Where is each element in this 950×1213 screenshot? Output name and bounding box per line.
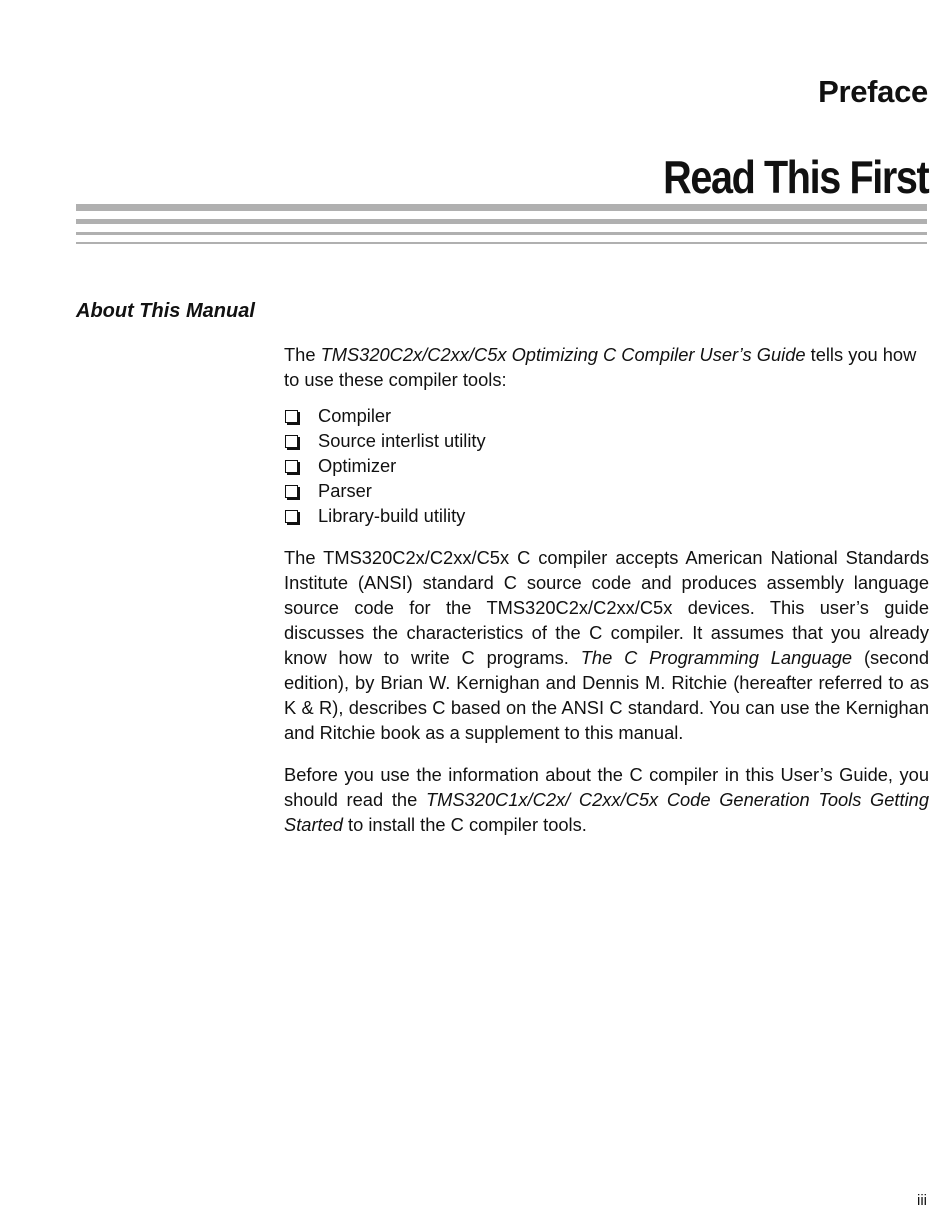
preface-label: Preface: [818, 74, 928, 109]
getting-started-paragraph: [284, 762, 929, 837]
checkbox-bullet-icon: [285, 460, 298, 473]
title-rule: [76, 219, 927, 224]
compiler-description-paragraph: [284, 545, 929, 745]
checkbox-bullet-icon: [285, 510, 298, 523]
title-rule: [76, 204, 927, 211]
paragraph-text: Before you use the information about the C compiler in this User’s Guide, you should read the: [284, 764, 929, 810]
section-heading: About This Manual: [76, 300, 255, 322]
paragraph-text: The TMS320C2x/C2xx/C5x C compiler accepts American National Standards Institute (ANSI) standard C source code and produces assembly language source code for the TMS320C2x/C2xx/C5x devices. This user’s guide discusses the characteristics of the C compiler. It assumes that you already know how to write C programs.: [284, 547, 929, 668]
body-column: [284, 342, 929, 837]
intro-paragraph: [284, 342, 929, 392]
list-item: [284, 403, 929, 428]
intro-text-before: The: [284, 344, 321, 365]
list-item: [284, 453, 929, 478]
paragraph-text: (second edition), by Brian W. Kernighan and Dennis M. Ritchie (hereafter referred to as K & R), describes C based on the ANSI C standard. You can use the Kernighan and Ritchie book as a supplement to this manual.: [284, 647, 929, 743]
tools-list: [284, 403, 929, 528]
list-item-label: Source interlist utility: [318, 430, 486, 451]
list-item: [284, 503, 929, 528]
list-item: [284, 428, 929, 453]
kr-book-title: The C Programming Language: [580, 647, 853, 668]
list-item-label: Parser: [318, 480, 372, 501]
intro-text-after: tells you how to use these compiler tools:: [284, 344, 917, 390]
list-item: [284, 478, 929, 503]
list-item-label: Library-build utility: [318, 505, 466, 526]
title-rule: [76, 232, 927, 235]
checkbox-bullet-icon: [285, 410, 298, 423]
paragraph-text: to install the C compiler tools.: [342, 814, 587, 835]
chapter-title: Read This First: [662, 151, 928, 203]
checkbox-bullet-icon: [285, 435, 298, 448]
checkbox-bullet-icon: [285, 485, 298, 498]
list-item-label: Optimizer: [318, 455, 397, 476]
title-rules: [76, 204, 927, 244]
intro-book-title: TMS320C2x/C2xx/C5x Optimizing C Compiler User’s Guide: [320, 344, 806, 365]
getting-started-book-title: TMS320C1x/C2x/ C2xx/C5x Code Generation Tools Getting Started: [284, 789, 929, 835]
page-number: iii: [917, 1192, 927, 1209]
list-item-label: Compiler: [318, 405, 392, 426]
title-rule: [76, 242, 927, 244]
